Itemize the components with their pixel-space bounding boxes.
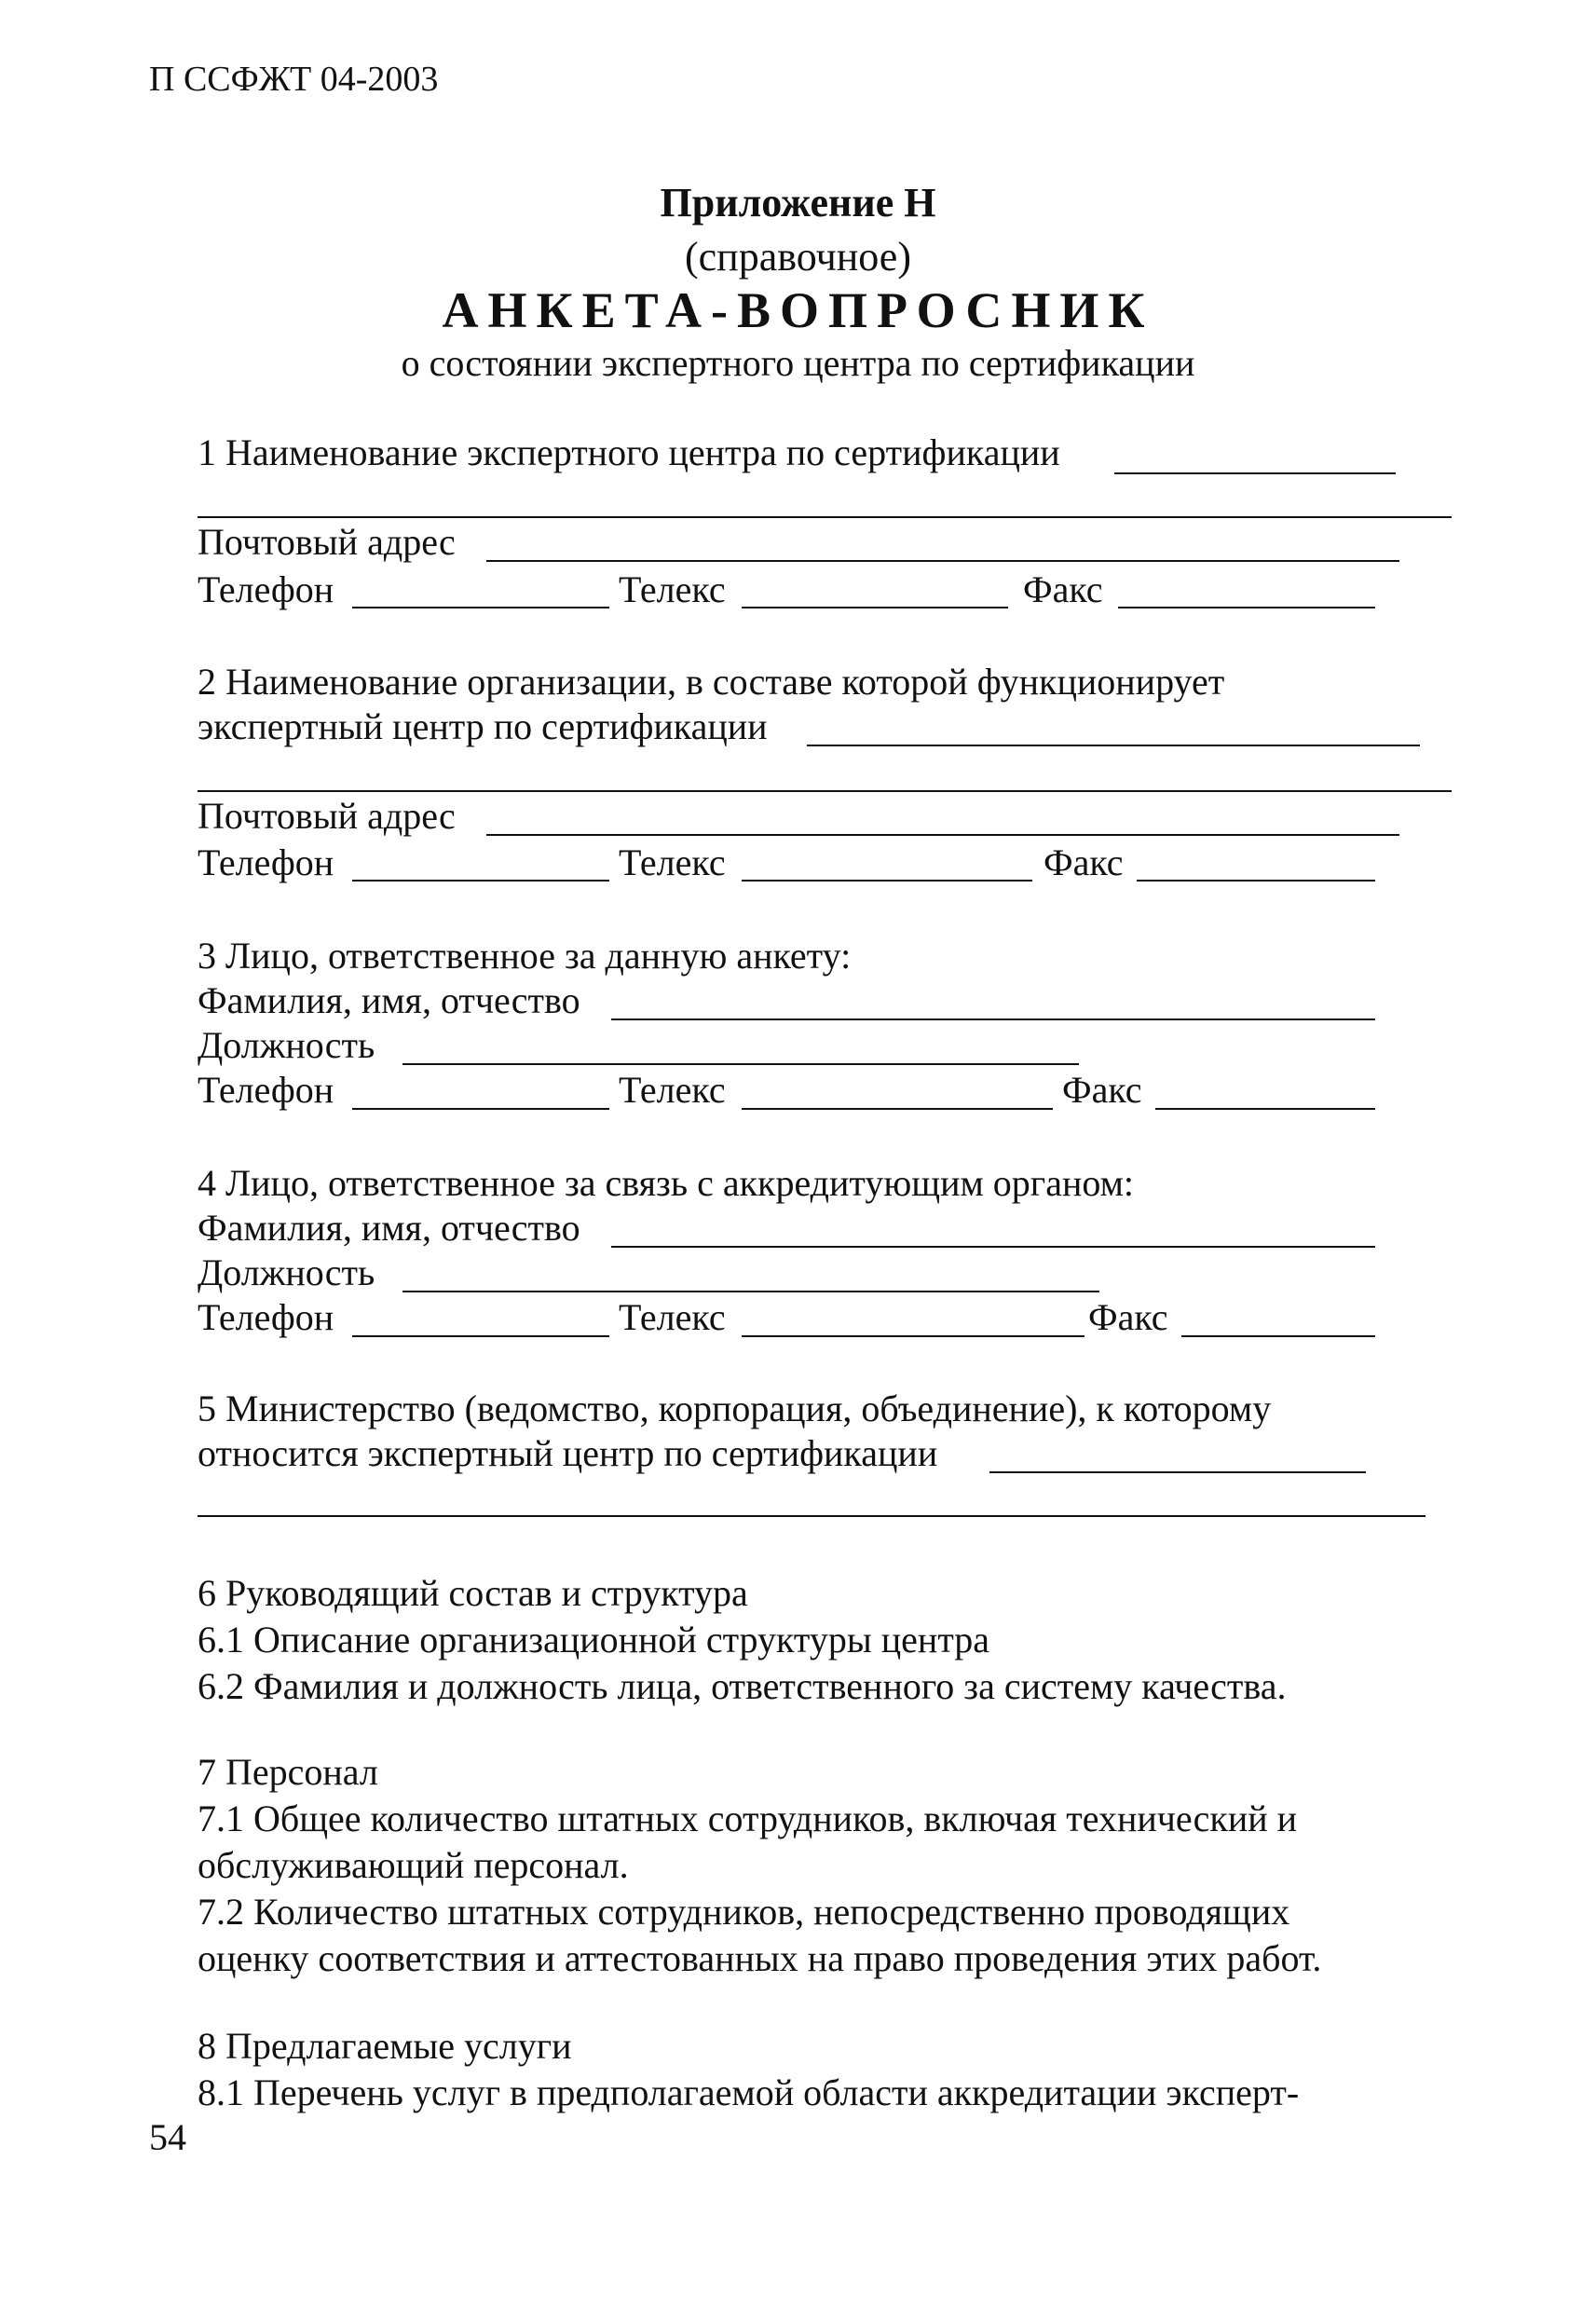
- s3-phone-label: Телефон: [198, 1069, 334, 1111]
- s2-fax-field[interactable]: [1137, 880, 1375, 882]
- document-title: АНКЕТА-ВОПРОСНИК: [442, 282, 1154, 338]
- s2-name-field[interactable]: [807, 745, 1420, 746]
- s2-telex-field[interactable]: [742, 880, 1032, 882]
- s1-postal-label: Почтовый адрес: [198, 521, 456, 563]
- s4-phone-label: Телефон: [198, 1296, 334, 1338]
- s7-item-1-line2: обслуживающий персонал.: [198, 1844, 629, 1886]
- s2-postal-label: Почтовый адрес: [198, 795, 456, 837]
- s4-fio-label: Фамилия, имя, отчество: [198, 1207, 580, 1249]
- page-number: 54: [149, 2116, 186, 2158]
- s5-field-cont[interactable]: [198, 1515, 1425, 1517]
- s4-position-label: Должность: [198, 1251, 375, 1293]
- s6-item-2: 6.2 Фамилия и должность лица, ответственного за систему качества.: [198, 1665, 1287, 1707]
- s4-fio-field[interactable]: [611, 1246, 1375, 1248]
- appendix-title: Приложение Н: [660, 180, 936, 226]
- s5-label-line2: относится экспертный центр по сертификации: [198, 1432, 938, 1474]
- s3-fio-field[interactable]: [611, 1018, 1375, 1020]
- s1-phone-field[interactable]: [352, 607, 609, 608]
- s3-label: 3 Лицо, ответственное за данную анкету:: [198, 935, 852, 977]
- s2-fax-label: Факс: [1044, 841, 1124, 883]
- document-code: П ССФЖТ 04-2003: [149, 60, 439, 99]
- s4-fax-field[interactable]: [1181, 1335, 1375, 1337]
- s2-phone-field[interactable]: [352, 880, 609, 882]
- s1-name-field[interactable]: [1114, 472, 1396, 474]
- s1-fax-field[interactable]: [1118, 607, 1375, 608]
- s3-position-field[interactable]: [402, 1063, 1079, 1065]
- s2-label-line1: 2 Наименование организации, в составе которой функционирует: [198, 661, 1225, 703]
- s1-fax-label: Факс: [1023, 568, 1103, 610]
- s1-label: 1 Наименование экспертного центра по сертификации: [198, 431, 1060, 473]
- s4-telex-label: Телекс: [619, 1296, 726, 1338]
- appendix-note: (справочное): [685, 234, 911, 280]
- s1-telex-label: Телекс: [619, 568, 726, 610]
- s7-item-2-line2: оценку соответствия и аттестованных на право проведения этих работ.: [198, 1937, 1322, 1979]
- s7-item-1-line1: 7.1 Общее количество штатных сотрудников, включая технический и: [198, 1797, 1298, 1839]
- s4-position-field[interactable]: [402, 1291, 1099, 1292]
- document-subtitle: о состоянии экспертного центра по сертификации: [401, 342, 1195, 384]
- s2-telex-label: Телекс: [619, 841, 726, 883]
- s2-label-line2: экспертный центр по сертификации: [198, 705, 768, 747]
- s8-item-1: 8.1 Перечень услуг в предполагаемой области аккредитации эксперт-: [198, 2071, 1300, 2113]
- s7-item-2-line1: 7.2 Количество штатных сотрудников, непосредственно проводящих: [198, 1891, 1290, 1933]
- s2-name-field-cont[interactable]: [198, 790, 1452, 792]
- s3-fio-label: Фамилия, имя, отчество: [198, 979, 580, 1021]
- s8-title: 8 Предлагаемые услуги: [198, 2025, 572, 2067]
- s3-fax-label: Факс: [1062, 1069, 1142, 1111]
- s1-postal-field[interactable]: [486, 560, 1399, 562]
- s2-postal-field[interactable]: [486, 834, 1399, 836]
- s1-telex-field[interactable]: [742, 607, 1008, 608]
- s3-fax-field[interactable]: [1155, 1108, 1375, 1110]
- s6-title: 6 Руководящий состав и структура: [198, 1572, 748, 1614]
- s4-label: 4 Лицо, ответственное за связь с аккредитующим органом:: [198, 1162, 1135, 1204]
- s4-phone-field[interactable]: [352, 1335, 609, 1337]
- s3-telex-field[interactable]: [742, 1108, 1053, 1110]
- s6-item-1: 6.1 Описание организационной структуры центра: [198, 1619, 990, 1661]
- s7-title: 7 Персонал: [198, 1751, 378, 1793]
- s1-phone-label: Телефон: [198, 568, 334, 610]
- s2-phone-label: Телефон: [198, 841, 334, 883]
- s3-phone-field[interactable]: [352, 1108, 609, 1110]
- s4-fax-label: Факс: [1088, 1296, 1168, 1338]
- s5-field[interactable]: [989, 1471, 1366, 1473]
- s3-position-label: Должность: [198, 1024, 375, 1066]
- s5-label-line1: 5 Министерство (ведомство, корпорация, объединение), к которому: [198, 1387, 1272, 1429]
- s3-telex-label: Телекс: [619, 1069, 726, 1111]
- s1-name-field-cont[interactable]: [198, 516, 1452, 518]
- s4-telex-field[interactable]: [742, 1335, 1084, 1337]
